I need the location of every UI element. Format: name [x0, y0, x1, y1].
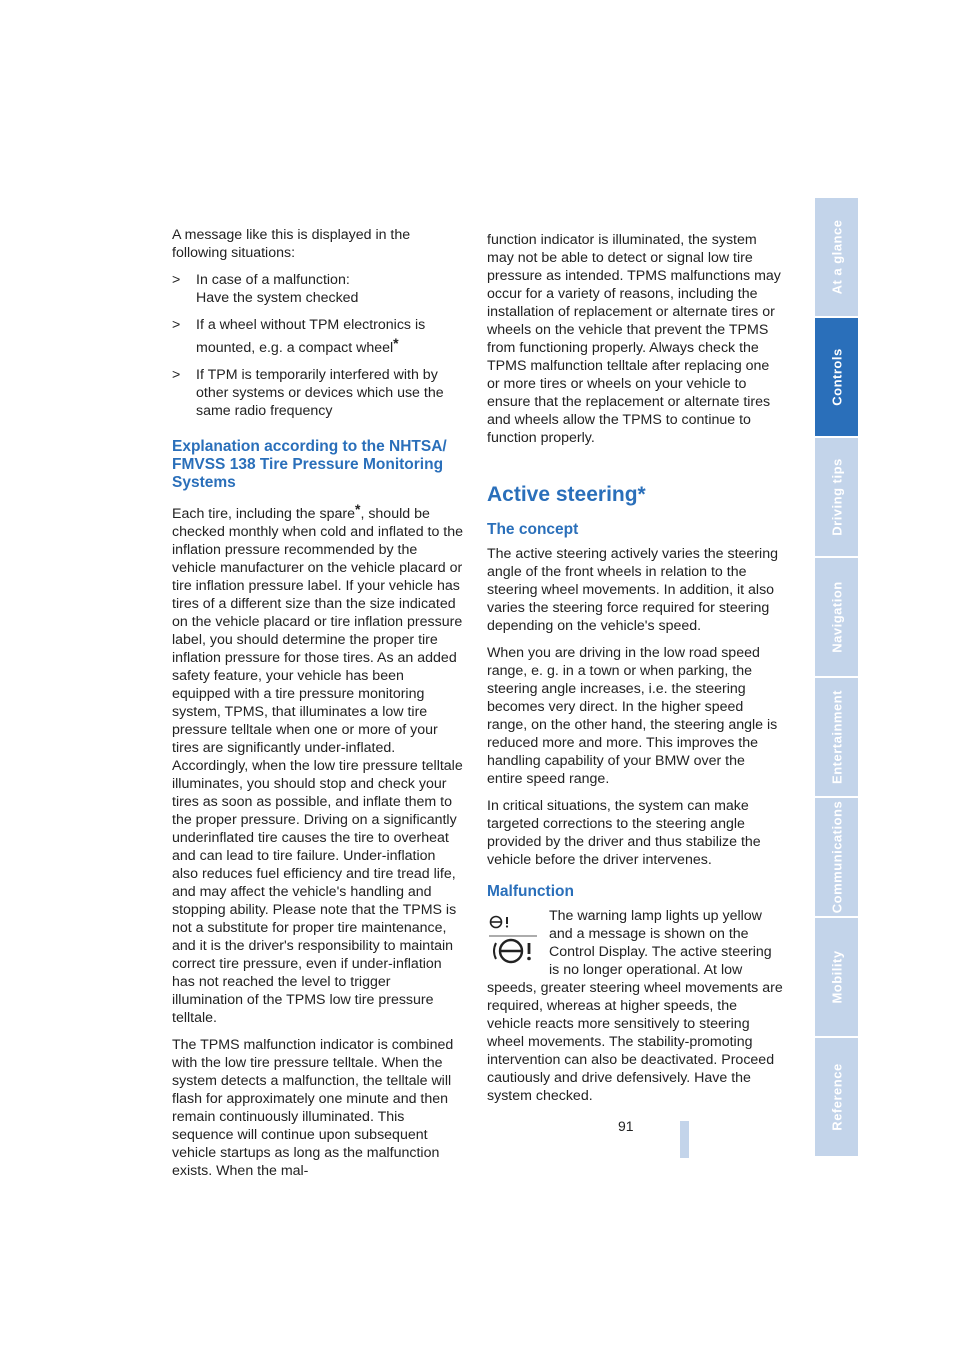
list-item [172, 316, 465, 357]
malfunction-block [487, 907, 783, 1105]
intro-paragraph: A message like this is displayed in the following situations: [172, 227, 411, 261]
tab-label: Reference [829, 1063, 844, 1131]
tpms-paragraph-rest: , should be checked monthly when cold and inflated to the inflation pressure recommended by the vehicle manufacturer on the vehicle placard or tire inflation pressure label. If your vehicle has tires of a different size than the size indicated on the vehicle placard or tire inflation pressure label, you should determine the proper tire inflation pressure for those tires. As an added safety feature, your vehicle has been equipped with a tire pressure monitoring system, TPMS, that illuminates a low tire pressure telltale when one or more of your tires are significantly under-inflated. Accordingly, when the low tire pressure telltale illuminates, you should stop and check your tires as soon as possible, and inflate them to the proper pressure. Driving on a significantly underinflated tire causes the tire to overheat and can lead to tire failure. Under-inflation also reduces fuel efficiency and tire tread life, and may affect the vehicle's handling and stopping ability. Please note that the TPMS is not a substitute for proper tire maintenance, and it is the driver's responsibility to maintain correct tire pressure, even if under-inflation has not reached the level to trigger illumination of the TPMS low tire pressure telltale. [172, 506, 464, 1026]
tab-label: At a glance [829, 219, 844, 295]
continuation-paragraph: function indicator is illuminated, the system may not be able to detect or signal low tire pressure as intended. TPMS malfunctions may occur for a variety of reasons, including the installation of replacement or alternate tires or wheels on the vehicle that prevent the TPMS from functioning properly. Always check the TPMS malfunction telltale after replacing one or more tires or wheels on your vehicle to ensure that the replacement or alternate tires and wheels allow the TPMS to continue to function properly. [487, 232, 781, 446]
tpms-paragraph-start: Each tire, including the spare [172, 506, 355, 522]
right-column [487, 231, 783, 1114]
tab-entertainment[interactable] [815, 678, 858, 798]
bullet-marker: > [172, 367, 181, 383]
concept-paragraph-3: In critical situations, the system can make targeted corrections to the steering angle provided by the driver and thus stabilize the vehicle before the driver intervenes. [487, 798, 761, 868]
list-item-text: In case of a malfunction: [196, 272, 350, 288]
optional-equipment-star: * [354, 501, 361, 517]
tab-label: Driving tips [829, 458, 844, 536]
list-item-text: Have the system checked [196, 290, 359, 306]
nhtsa-heading: Explanation according to the NHTSA/ FMVSS 138 Tire Pressure Monitoring Systems [172, 438, 447, 491]
concept-paragraph-1: The active steering actively varies the steering angle of the front wheels in relation to the steering wheel movements. In addition, it also varies the steering force required for steering depending on the vehicle's speed. [487, 546, 778, 634]
list-item [172, 271, 465, 307]
malfunction-paragraph: The warning lamp lights up yellow and a message is shown on the Control Display. The active steering is no longer operational. At low speeds, greater steering wheel movements are required, whereas at higher speeds, the vehicle reacts more sensitively to steering wheel movements. The stability-promoting intervention can also be deactivated. Proceed cautiously and drive defensively. Have the system checked. [487, 908, 783, 1104]
tab-at-a-glance[interactable] [815, 198, 858, 318]
concept-heading: The concept [487, 521, 579, 538]
tab-label: Controls [829, 348, 844, 406]
malfunction-indicator-paragraph: The TPMS malfunction indicator is combined with the low tire pressure telltale. When the system detects a malfunction, the telltale will flash for approximately one minute and then remain continuously illuminated. This sequence will continue upon subsequent vehicle startups as long as the malfunction exists. When the mal- [172, 1037, 454, 1179]
tpms-paragraph [172, 500, 465, 1027]
concept-paragraph-2: When you are driving in the low road speed range, e. g. in a town or when parking, the steering angle increases, i.e. the steering becomes very direct. In the higher speed range, on the other hand, the steering angle is reduced more and more. This improves the handling capability of your BMW over the entire speed range. [487, 645, 778, 787]
chapter-sidebar [815, 198, 858, 1158]
bullet-marker: > [172, 317, 181, 333]
tab-navigation[interactable] [815, 558, 858, 678]
malfunction-heading: Malfunction [487, 883, 574, 900]
tab-label: Entertainment [829, 690, 844, 784]
tab-label: Navigation [829, 581, 844, 653]
section-title: Active steering* [487, 483, 646, 506]
page-number-bar [680, 1121, 689, 1158]
page-number: 91 [618, 1118, 634, 1134]
tab-controls[interactable] [815, 318, 858, 438]
steering-warning-icon [487, 913, 539, 967]
tab-communications[interactable] [815, 798, 858, 918]
left-column [172, 226, 465, 1189]
tab-label: Communications [829, 800, 844, 914]
tab-driving-tips[interactable] [815, 438, 858, 558]
list-item [172, 366, 465, 420]
tab-mobility[interactable] [815, 918, 858, 1038]
situation-list [172, 271, 465, 420]
bullet-marker: > [172, 272, 181, 288]
tab-label: Mobility [829, 950, 844, 1004]
optional-equipment-star: * [393, 335, 399, 351]
tab-reference[interactable] [815, 1038, 858, 1158]
list-item-text: If a wheel without TPM electronics is mounted, e.g. a compact wheel [196, 317, 426, 356]
list-item-text: If TPM is temporarily interfered with by other systems or devices which use the same radio frequency [196, 367, 444, 419]
